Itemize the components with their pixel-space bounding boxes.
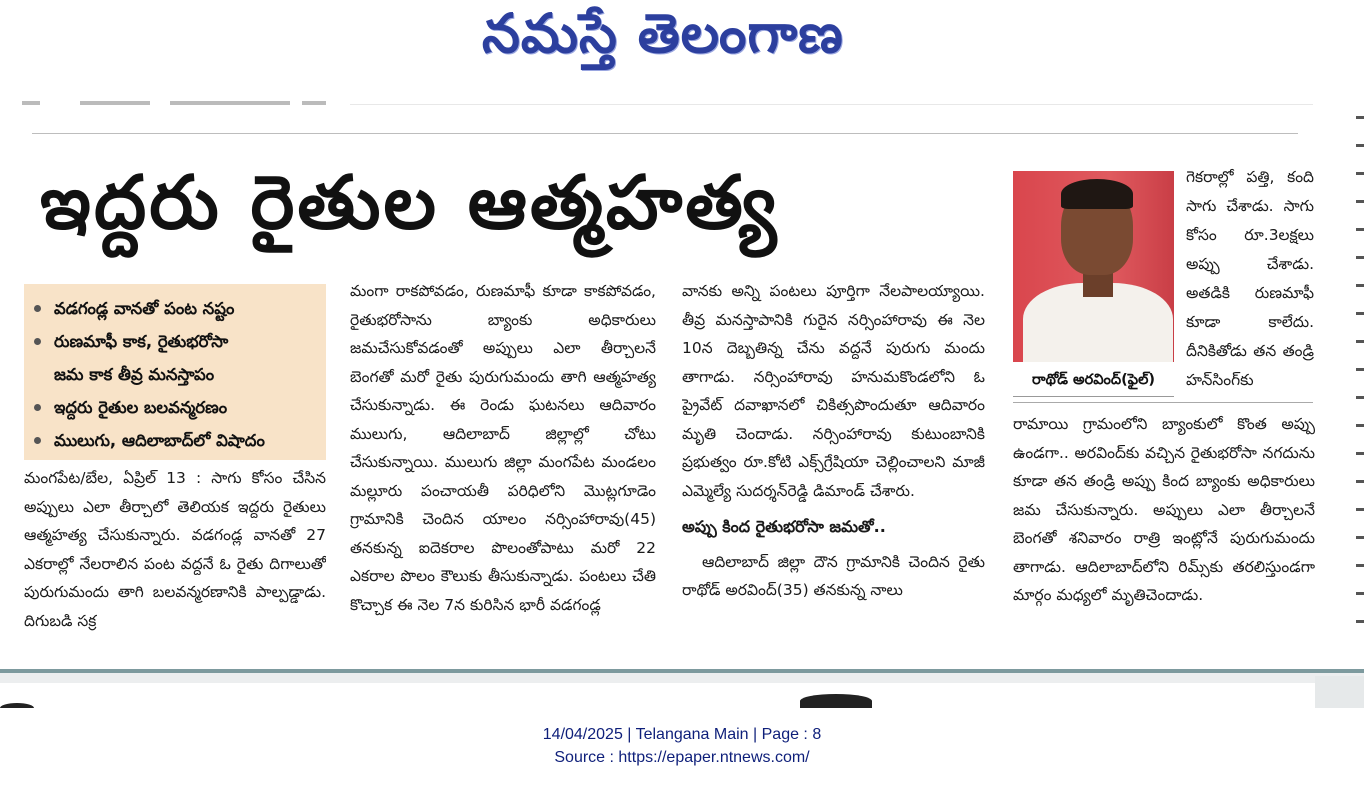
highlight-item: ములుగు, ఆదిలాబాద్‌లో విషాదం bbox=[24, 424, 326, 457]
photo-divider bbox=[1013, 402, 1313, 403]
highlight-item: రుణమాఫీ కాక, రైతుభరోసా bbox=[24, 325, 326, 358]
footer-source: Source : https://epaper.ntnews.com/ bbox=[554, 749, 810, 766]
bullet-icon bbox=[34, 338, 41, 345]
faded-previous-text bbox=[20, 96, 330, 110]
article-column-1: మంగపేట/బేల, ఏప్రిల్ 13 : సాగు కోసం చేసిన అప్పులు ఎలా తీర్చాలో తెలియక ఇద్దరు రైతులు ఆత్మహత్య చేసుకున్నారు. వడగండ్ల వానతో 27 ఎకరాల్లో నేలరాలిన పంట వద్దనే ఓ రైతు దిగాలుతో పురుగుమందు తాగి బలవన్మరణానికి పాల్పడ్డాడు. దిగుబడి సక్ర bbox=[24, 469, 326, 630]
faded-text-strip bbox=[20, 96, 330, 110]
bullet-icon bbox=[34, 305, 41, 312]
highlight-item: ఇద్దరు రైతుల బలవన్మరణం bbox=[24, 391, 326, 424]
highlight-item-continuation: జమ కాక తీవ్ర మనస్తాపం bbox=[54, 365, 215, 384]
article-column-4-top: గెకరాల్లో పత్తి, కంది సాగు చేశాడు. సాగు కోసం రూ.3లక్షలు అప్పు చేశాడు. అతడికి రుణమాఫీ కూడా కాలేదు. దీనికితోడు తన తండ్రి హన్‌సింగ్‌కు bbox=[1186, 168, 1314, 389]
highlight-item: వడగండ్ల వానతో పంట నష్టం bbox=[24, 292, 326, 325]
page-bottom-shadow bbox=[0, 673, 1364, 683]
epaper-footer bbox=[0, 708, 1364, 788]
masthead bbox=[0, 0, 1364, 92]
bullet-icon bbox=[34, 437, 41, 444]
highlights-box bbox=[24, 284, 326, 460]
page-edge-tab bbox=[1315, 676, 1364, 708]
top-divider bbox=[350, 104, 1313, 105]
article-column-2: మంగా రాకపోవడం, రుణమాఫీ కూడా కాకపోవడం, రైతుభరోసాను బ్యాంకు అధికారులు జమచేసుకోవడంతో అప్పులు ఎలా తీర్చాలనే బెంగతో మరో రైతు పురుగుమందు తాగి ఆత్మహత్య చేసుకున్నాడు. ఈ రెండు ఘటనలు ఆదివారం ములుగు, ఆదిలాబాద్ జిల్లాల్లో చోటు చేసుకున్నాయి. ములుగు జిల్లా మంగపేట మండలం మల్లూరు పంచాయతీ పరిధిలోని మొట్లగూడెం గ్రామానికి చెందిన యాలం నర్సింహారావు(45) తనకున్న ఐదెకరాల పొలంతోపాటు మరో 22 ఎకరాల పొలం కౌలుకు తీసుకున్నాడు. పంటలు చేతి కొచ్చాక ఈ నెల 7న కురిసిన భారీ వడగండ్ల bbox=[350, 282, 656, 614]
article-column-3: వానకు అన్ని పంటలు పూర్తిగా నేలపాలయ్యాయి. తీవ్ర మనస్తాపానికి గురైన నర్సింహారావు ఈ నెల 10న దెబ్బతిన్న చేను వద్దనే పురుగు మందు తాగాడు. నర్సింహారావు హనుమకొండలోని ఓ ప్రైవేట్ దవాఖానలో చికిత్సపొందుతూ ఆదివారం మృతి చెందాడు. నర్సింహారావు కుటుంబానికి ప్రభుత్వం రూ.కోటి ఎక్స్‌గ్రేషియా చెల్లించాలని మాజీ ఎమ్మెల్యే సుదర్శన్‌రెడ్డి డిమాండ్ చేశారు. అప్పు కింద రైతుభరోసా జమతో.. ఆదిలాబాద్ జిల్లా దౌన గ్రామానికి చెందిన రైతు రాథోడ్ అరవింద్(35) తనకున్న నాలు bbox=[682, 282, 985, 599]
photo-caption: రాథోడ్ అరవింద్(ఫైల్) bbox=[1013, 364, 1174, 397]
article-column-4-bottom: రామాయి గ్రామంలోని బ్యాంకులో కొంత అప్పు ఉండగా.. అరవింద్‌కు వచ్చిన రైతుభరోసా నగదును కూడా తన తండ్రి అప్పు కింద బ్యాంకు అధికారులు జమ చేసుకున్నారు. అప్పులు ఎలా తీర్చాలనే బెంగతో శనివారం రాత్రి ఇంట్లోనే పురుగుమందు తాగాడు. ఆదిలాబాద్‌లోని రిమ్స్‌కు తరలిస్తుండగా మార్గం మధ్యలో మృతిచెందాడు. bbox=[1013, 415, 1315, 604]
footer-date-page: 14/04/2025 | Telangana Main | Page : 8 bbox=[542, 726, 822, 743]
adjacent-article-edge bbox=[1352, 110, 1364, 641]
headline-divider bbox=[32, 133, 1298, 134]
article-headline: ఇద్దరు రైతుల ఆత్మహత్య bbox=[40, 160, 780, 246]
cropped-text-strip bbox=[1352, 110, 1364, 630]
newspaper-logo: నమస్తే తెలంగాణ bbox=[482, 2, 844, 65]
article-subheading: అప్పు కింద రైతుభరోసా జమతో.. bbox=[682, 517, 886, 536]
next-page-edge-mid bbox=[800, 694, 872, 708]
bullet-icon bbox=[34, 404, 41, 411]
farmer-photo bbox=[1013, 171, 1174, 362]
